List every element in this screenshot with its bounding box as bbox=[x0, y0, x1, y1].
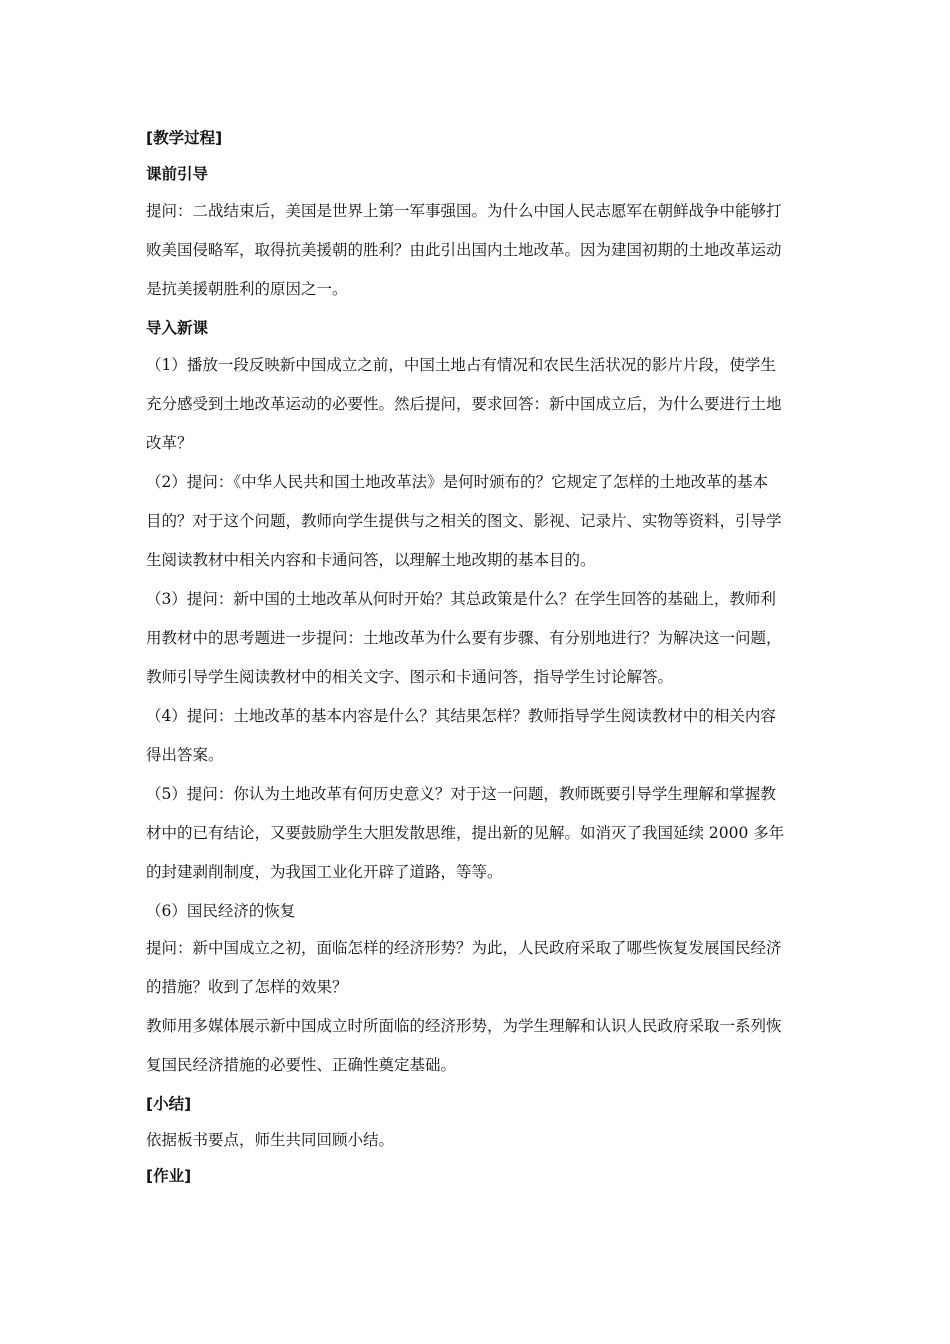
text-line: 生阅读教材中相关内容和卡通问答，以理解土地改期的基本目的。 bbox=[146, 551, 596, 569]
text-line: 得出答案。 bbox=[146, 746, 224, 764]
text-line: （5）提问：你认为土地改革有何历史意义？对于这一问题，教师既要引导学生理解和掌握教 bbox=[146, 785, 776, 803]
paragraph-item-5 bbox=[146, 784, 836, 888]
text-line: （4）提问：土地改革的基本内容是什么？其结果怎样？教师指导学生阅读教材中的相关内容 bbox=[146, 707, 776, 725]
text-line: 依据板书要点，师生共同回顾小结。 bbox=[146, 1131, 395, 1149]
text-line: 的措施？收到了怎样的效果？ bbox=[146, 978, 348, 996]
heading-teaching-process: [教学过程] bbox=[146, 129, 223, 147]
text-line: （3）提问：新中国的土地改革从何时开始？其总政策是什么？在学生回答的基础上，教师利 bbox=[146, 590, 776, 608]
text-line: 目的？对于这个问题，教师向学生提供与之相关的图文、影视、记录片、实物等资料，引导学 bbox=[146, 512, 782, 530]
paragraph-item-1 bbox=[146, 355, 836, 459]
text-line: 用教材中的思考题进一步提问：土地改革为什么要有步骤、有分别地进行？为解决这一问题， bbox=[146, 629, 782, 647]
paragraph-item-6-teacher bbox=[146, 1016, 836, 1081]
text-line: 充分感受到土地改革运动的必要性。然后提问，要求回答：新中国成立后，为什么要进行土地 bbox=[146, 395, 782, 413]
text-line: 教师引导学生阅读教材中的相关文字、图示和卡通问答，指导学生讨论解答。 bbox=[146, 668, 674, 686]
text-line: 是抗美援朝胜利的原因之一。 bbox=[146, 280, 348, 298]
paragraph-item-2 bbox=[146, 472, 836, 576]
text-line: 材中的已有结论，又要鼓励学生大胆发散思维，提出新的见解。如消灭了我国延续 2000 多年 bbox=[146, 824, 785, 842]
text-line: 的封建剥削制度，为我国工业化开辟了道路，等等。 bbox=[146, 863, 503, 881]
paragraph-item-3 bbox=[146, 589, 836, 693]
text-line: （2）提问：《中华人民共和国土地改革法》是何时颁布的？它规定了怎样的土地改革的基本 bbox=[146, 473, 769, 491]
text-line: 败美国侵略军，取得抗美援朝的胜利？由此引出国内土地改革。因为建国初期的土地改革运动 bbox=[146, 241, 782, 259]
paragraph-summary bbox=[146, 1130, 836, 1156]
text-line: （1）播放一段反映新中国成立之前，中国土地占有情况和农民生活状况的影片片段，使学生 bbox=[146, 356, 776, 374]
text-line: 改革？ bbox=[146, 434, 193, 452]
paragraph-item-4 bbox=[146, 706, 836, 771]
paragraph-pre-class bbox=[146, 201, 836, 305]
text-line: 教师用多媒体展示新中国成立时所面临的经济形势，为学生理解和认识人民政府采取一系列恢 bbox=[146, 1017, 782, 1035]
text-line: （6）国民经济的恢复 bbox=[146, 902, 296, 920]
text-line: 提问：新中国成立之初，面临怎样的经济形势？为此，人民政府采取了哪些恢复发展国民经济 bbox=[146, 939, 782, 957]
heading-pre-class-guidance: 课前引导 bbox=[146, 165, 209, 183]
paragraph-item-6-question bbox=[146, 938, 836, 1003]
heading-homework: [作业] bbox=[146, 1167, 192, 1185]
heading-summary: [小结] bbox=[146, 1095, 192, 1113]
heading-new-lesson: 导入新课 bbox=[146, 319, 209, 337]
text-line: 提问：二战结束后，美国是世界上第一军事强国。为什么中国人民志愿军在朝鲜战争中能够打 bbox=[146, 202, 782, 220]
text-line: 复国民经济措施的必要性、正确性奠定基础。 bbox=[146, 1056, 457, 1074]
paragraph-item-6-title bbox=[146, 901, 836, 927]
